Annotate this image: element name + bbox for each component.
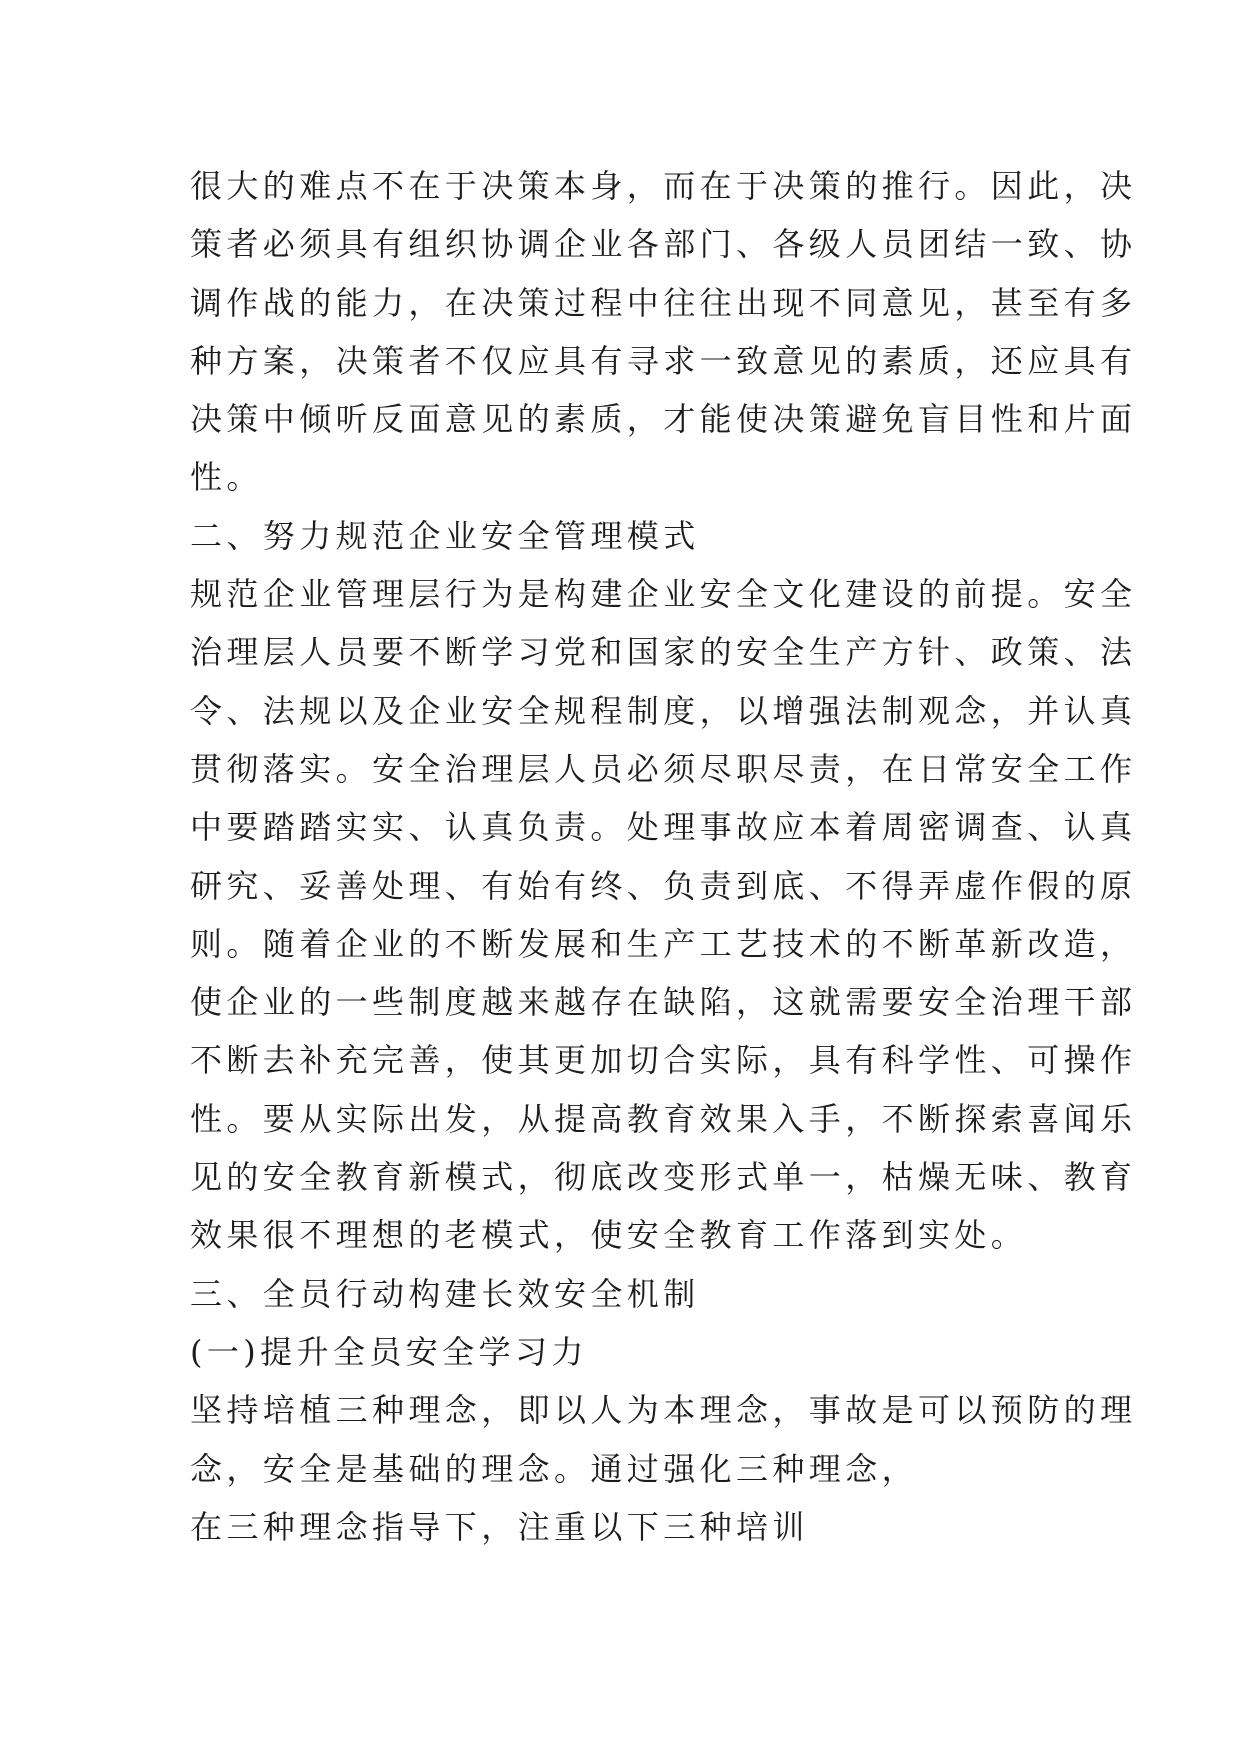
- paragraph-line: 性。: [190, 458, 263, 497]
- paragraph-line: 见的安全教育新模式，彻底改变形式单一，枯燥无味、教育: [190, 1158, 1137, 1197]
- paragraph-line: 策者必须具有组织协调企业各部门、各级人员团结一致、协: [190, 225, 1137, 264]
- paragraph-line: 贯彻落实。安全治理层人员必须尽职尽责，在日常安全工作: [190, 749, 1137, 788]
- document-body: [190, 157, 1137, 1556]
- paragraph-line: 在三种理念指导下，注重以下三种培训: [190, 1507, 809, 1546]
- subsection-heading: (一)提升全员安全学习力: [190, 1332, 588, 1371]
- paragraph-line: 不断去补充完善，使其更加切合实际，具有科学性、可操作: [190, 1041, 1137, 1080]
- section-heading: 三、全员行动构建长效安全机制: [190, 1274, 700, 1313]
- paragraph-line: 性。要从实际出发，从提高教育效果入手，不断探索喜闻乐: [190, 1099, 1137, 1138]
- paragraph-line: 治理层人员要不断学习党和国家的安全生产方针、政策、法: [190, 633, 1137, 672]
- paragraph-line: 令、法规以及企业安全规程制度，以增强法制观念，并认真: [190, 691, 1137, 730]
- paragraph-line: 则。随着企业的不断发展和生产工艺技术的不断革新改造，: [190, 924, 1137, 963]
- paragraph-line: 念，安全是基础的理念。通过强化三种理念，: [190, 1449, 919, 1488]
- section-heading: 二、努力规范企业安全管理模式: [190, 516, 700, 555]
- paragraph-line: 很大的难点不在于决策本身，而在于决策的推行。因此，决: [190, 167, 1137, 205]
- paragraph-line: 中要踏踏实实、认真负责。处理事故应本着周密调查、认真: [190, 808, 1137, 847]
- paragraph-line: 种方案，决策者不仅应具有寻求一致意见的素质，还应具有: [190, 341, 1137, 380]
- paragraph-line: 规范企业管理层行为是构建企业安全文化建设的前提。安全: [190, 575, 1137, 614]
- paragraph-line: 研究、妥善处理、有始有终、负责到底、不得弄虚作假的原: [190, 866, 1137, 905]
- paragraph-line: 使企业的一些制度越来越存在缺陷，这就需要安全治理干部: [190, 983, 1137, 1022]
- paragraph-line: 坚持培植三种理念，即以人为本理念，事故是可以预防的理: [190, 1391, 1137, 1430]
- paragraph-line: 决策中倾听反面意见的素质，才能使决策避免盲目性和片面: [190, 400, 1137, 439]
- paragraph-line: 效果很不理想的老模式，使安全教育工作落到实处。: [190, 1216, 1028, 1255]
- paragraph-line: 调作战的能力，在决策过程中往往出现不同意见，甚至有多: [190, 283, 1137, 322]
